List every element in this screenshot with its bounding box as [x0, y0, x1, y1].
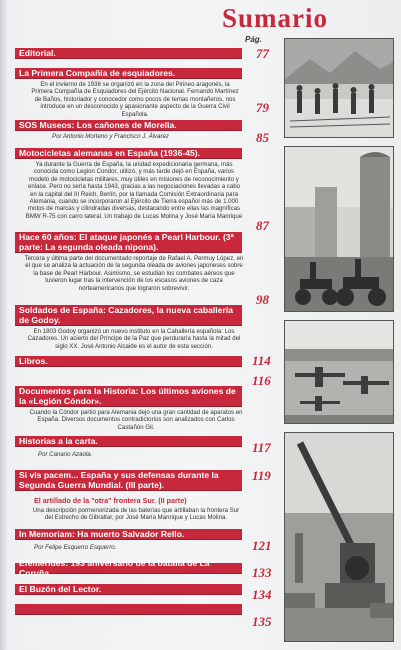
entry-si-vis-pacem-title[interactable]: Si vis pacem... España y sus defensas durante la Segunda Guerra Mundial. (III parte).: [15, 470, 242, 491]
entry-stories-page: 117: [252, 440, 271, 455]
entry-si-vis-pacem-page: 119: [252, 468, 271, 483]
entry-cazadores-page: 114: [252, 353, 271, 368]
entry-si-vis-pacem-subtitle: El artillado de la "otra" frontera Sur. (II parte): [34, 496, 187, 505]
page-column-label: Pág.: [245, 35, 262, 44]
entry-efemerides-page: 133: [252, 565, 272, 580]
coastal-artillery-photo: [284, 432, 394, 642]
entry-stories-credit: Por Canario Azaola.: [38, 451, 93, 458]
entry-mailbox-title[interactable]: El Buzón del Lector.: [15, 584, 242, 595]
motorcycles-city-photo: [284, 146, 394, 312]
entry-editorial-page: 77: [256, 46, 269, 61]
entry-ski-company-page: 79: [256, 100, 269, 115]
entry-museums-credit: Por Antonio Morteno y Francisco J. Álvarez: [52, 133, 169, 140]
entry-efemerides-title[interactable]: Efemérides: 193 aniversario de la batalla de La Coruña.: [15, 563, 242, 574]
entry-editorial-title[interactable]: Editorial.: [15, 48, 242, 59]
entry-mailbox-page: 134: [252, 587, 272, 602]
ski-troops-photo: [284, 38, 394, 138]
entry-pearl-harbour-desc: Tercera y última parte del documentado reportaje de Rafael A. Permuy López, en el que se analiza la actuación de la segunda oleada de aviones japoneses sobre la base de Pearl Harbour. Asimismo, se estudian los combates aéreos que tuvieron lugar tras la intervención de los escasos aviones de caza norteamericanos que lograron sobrevivir.: [24, 255, 244, 292]
page-title: Sumario: [221, 3, 328, 33]
entry-in-memoriam-page: 121: [252, 538, 272, 553]
entry-cazadores-desc: En 1803 Godoy organizó un nuevo instituto en la Caballería española: Los Cazadores. Un acierto del Príncipe de la Paz que perduraría hasta la mitad del siglo XX. José Antonio Alcaide es el autor de esta sección.: [27, 328, 241, 350]
entry-books-title[interactable]: Libros.: [15, 356, 242, 367]
entry-ski-company-desc: En el invierno de 1936 se organizó en la zona del Pirineo aragonés, la Primera Compañía de Esquiadores del Ejército Nacional. Fernando Martínez de Baños, historiador y conocedor como pocos de temas montañeros, nos introduce en un desconocido y apasionante aspecto de la Guerra Civil Española.: [31, 81, 239, 118]
entry-motorcycles-page: 87: [256, 218, 269, 233]
entry-condor-desc: Cuando la Cóndor partió para Alemania dejó una gran cantidad de aparatos en España. Diversos documentos contradictorios son analizados con Carlos Castañón Gil.: [29, 409, 243, 431]
entry-books-page: 116: [252, 373, 271, 388]
entry-cazadores-title[interactable]: Soldados de España: Cazadores, la nueva caballería de Godoy.: [15, 305, 242, 326]
entry-in-memoriam-credit: Por Felipe Esquerro Esquerro.: [34, 544, 117, 551]
entry-pearl-harbour-page: 98: [256, 292, 269, 307]
entry-in-memoriam-title[interactable]: In Memoriam: Ha muerto Salvador Rello.: [15, 529, 242, 540]
entry-final-page: 135: [252, 614, 272, 629]
entry-condor-title[interactable]: Documentos para la Historia: Los últimos aviones de la «Legión Cóndor».: [15, 386, 242, 407]
seaplanes-harbour-photo: [284, 320, 394, 424]
entry-museums-page: 85: [256, 130, 269, 145]
entry-motorcycles-title[interactable]: Motocicletas alemanas en España (1936-45).: [15, 148, 242, 159]
entry-stories-title[interactable]: Historias a la carta.: [15, 436, 242, 447]
entry-final-bar: [15, 604, 242, 615]
entry-ski-company-title[interactable]: La Primera Compañía de esquiadores.: [15, 68, 242, 79]
entry-si-vis-pacem-desc: Una descripción pormenorizada de las baterías que artillaban la frontera Sur del Estrecho de Gibraltar, por José María Manrique y Lucas Molina.: [32, 507, 240, 522]
entry-motorcycles-desc: Ya durante la Guerra de España, la unidad expedicionaria germana, más conocida como Legion Condor, utilizó, y más tarde dejó en España, varios modelo de motocicletas militares, muy útiles en misiones de reconocimiento y enlace. Pero no sería hasta 1943, gracias a las negociaciones llevadas a cabo en la capital del III Reich, Berlín, por la llamada Comisión Extraordinaria para Alemania, cuando se incorporaron al Ejército de Tierra español más de 1.000 motos de marcas y cilindradas diversas, destacando entre ellas las magníficas BMW R-75 con carro lateral. Un trabajo de Lucas Molina y José María Manrique: [25, 161, 243, 220]
entry-pearl-harbour-title[interactable]: Hace 60 años: El ataque japonés a Pearl Harbour. (3ª parte: La segunda oleada nipona).: [15, 232, 242, 253]
entry-museums-title[interactable]: SOS Museos: Los cañones de Morella.: [15, 120, 242, 131]
